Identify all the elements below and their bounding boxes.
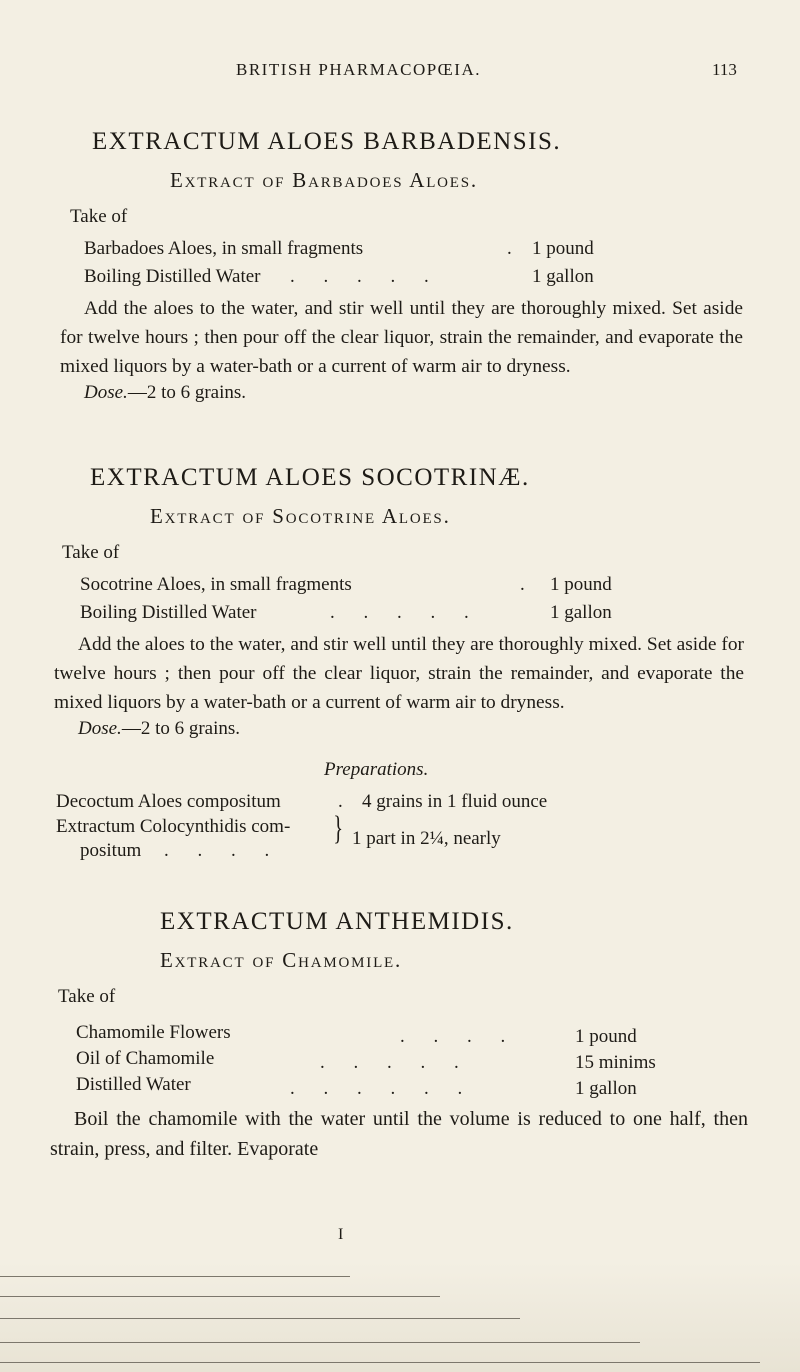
section-latin-title: EXTRACTUM ALOES SOCOTRINÆ. <box>90 464 530 491</box>
directions-paragraph: Boil the chamomile with the water until the volume is reduced to one half, then strain, press, and filter. Evaporate <box>50 1108 748 1160</box>
take-of-label: Take of <box>62 542 120 563</box>
dose-line <box>78 718 240 740</box>
leader-dots: . <box>338 791 355 812</box>
ingredient-amount: 15 minims <box>575 1052 656 1073</box>
page-edge-line <box>0 1296 440 1297</box>
ingredient-name: Distilled Water <box>76 1074 191 1095</box>
take-of-label: Take of <box>58 986 116 1007</box>
directions-paragraph: Add the aloes to the water, and stir well until they are thoroughly mixed. Set aside for twelve hours ; then pour off the clear liquor, strain the remainder, and evaporate the mixed liquors by a water-bath or a current of warm air to dryness. <box>54 634 744 713</box>
signature-mark: I <box>338 1226 344 1243</box>
page-edge-line <box>0 1342 640 1343</box>
page-edge-line <box>0 1276 350 1277</box>
page-number: 113 <box>712 60 737 79</box>
dose-value: —2 to 6 grains. <box>121 718 241 739</box>
preparation-strength: 4 grains in 1 fluid ounce <box>362 791 548 812</box>
page-edge-line <box>0 1362 760 1363</box>
preparations-heading: Preparations. <box>324 759 429 780</box>
ingredient-name: Oil of Chamomile <box>76 1048 215 1069</box>
leader-dots: . <box>520 574 537 595</box>
directions-paragraph: Add the aloes to the water, and stir well until they are thoroughly mixed. Set aside for twelve hours ; then pour off the clear liquor, strain the remainder, and evaporate the mixed liquors by a water-bath or a current of warm air to dryness. <box>60 298 743 377</box>
leader-dots: . <box>507 238 524 259</box>
ingredient-name: Socotrine Aloes, in small fragments <box>80 574 352 595</box>
dose-value: —2 to 6 grains. <box>127 382 247 403</box>
ingredient-name: Boiling Distilled Water <box>80 602 257 623</box>
section-latin-title: EXTRACTUM ANTHEMIDIS. <box>160 908 514 935</box>
dose-label: Dose. <box>84 382 128 403</box>
ingredient-amount: 1 gallon <box>575 1078 637 1099</box>
preparation-name: Decoctum Aloes compositum <box>56 791 281 812</box>
dose-line <box>84 382 246 404</box>
leader-dots: . . . . <box>164 840 282 861</box>
ingredient-amount: 1 pound <box>550 574 612 595</box>
leader-dots: . . . . . <box>320 1052 471 1073</box>
take-of-label: Take of <box>70 206 128 227</box>
preparation-strength: 1 part in 2¼, nearly <box>352 828 501 849</box>
leader-dots: . . . . <box>400 1026 518 1047</box>
running-head <box>0 60 800 84</box>
ingredient-amount: 1 gallon <box>550 602 612 623</box>
leader-dots: . . . . . <box>290 266 441 287</box>
ingredient-amount: 1 pound <box>532 238 594 259</box>
section-english-title: Extract of Socotrine Aloes. <box>150 504 451 528</box>
page-bottom-edge <box>0 1262 800 1372</box>
ingredient-amount: 1 gallon <box>532 266 594 287</box>
leader-dots: . . . . . . <box>290 1078 475 1099</box>
ingredient-name: Chamomile Flowers <box>76 1022 231 1043</box>
leader-dots: . . . . . <box>330 602 481 623</box>
preparation-name-line2: positum <box>80 840 142 861</box>
ingredient-name: Barbadoes Aloes, in small fragments <box>84 238 364 259</box>
section-latin-title: EXTRACTUM ALOES BARBADENSIS. <box>92 128 562 155</box>
preparation-name-line1: Extractum Colocynthidis com- <box>56 816 291 837</box>
curly-brace: } <box>333 810 344 847</box>
dose-label: Dose. <box>78 718 122 739</box>
ingredient-amount: 1 pound <box>575 1026 637 1047</box>
section-english-title: Extract of Chamomile. <box>160 948 403 972</box>
section-english-title: Extract of Barbadoes Aloes. <box>170 168 478 192</box>
ingredient-name: Boiling Distilled Water <box>84 266 261 287</box>
running-title: BRITISH PHARMACOPŒIA. <box>236 60 481 79</box>
page-edge-line <box>0 1318 520 1319</box>
